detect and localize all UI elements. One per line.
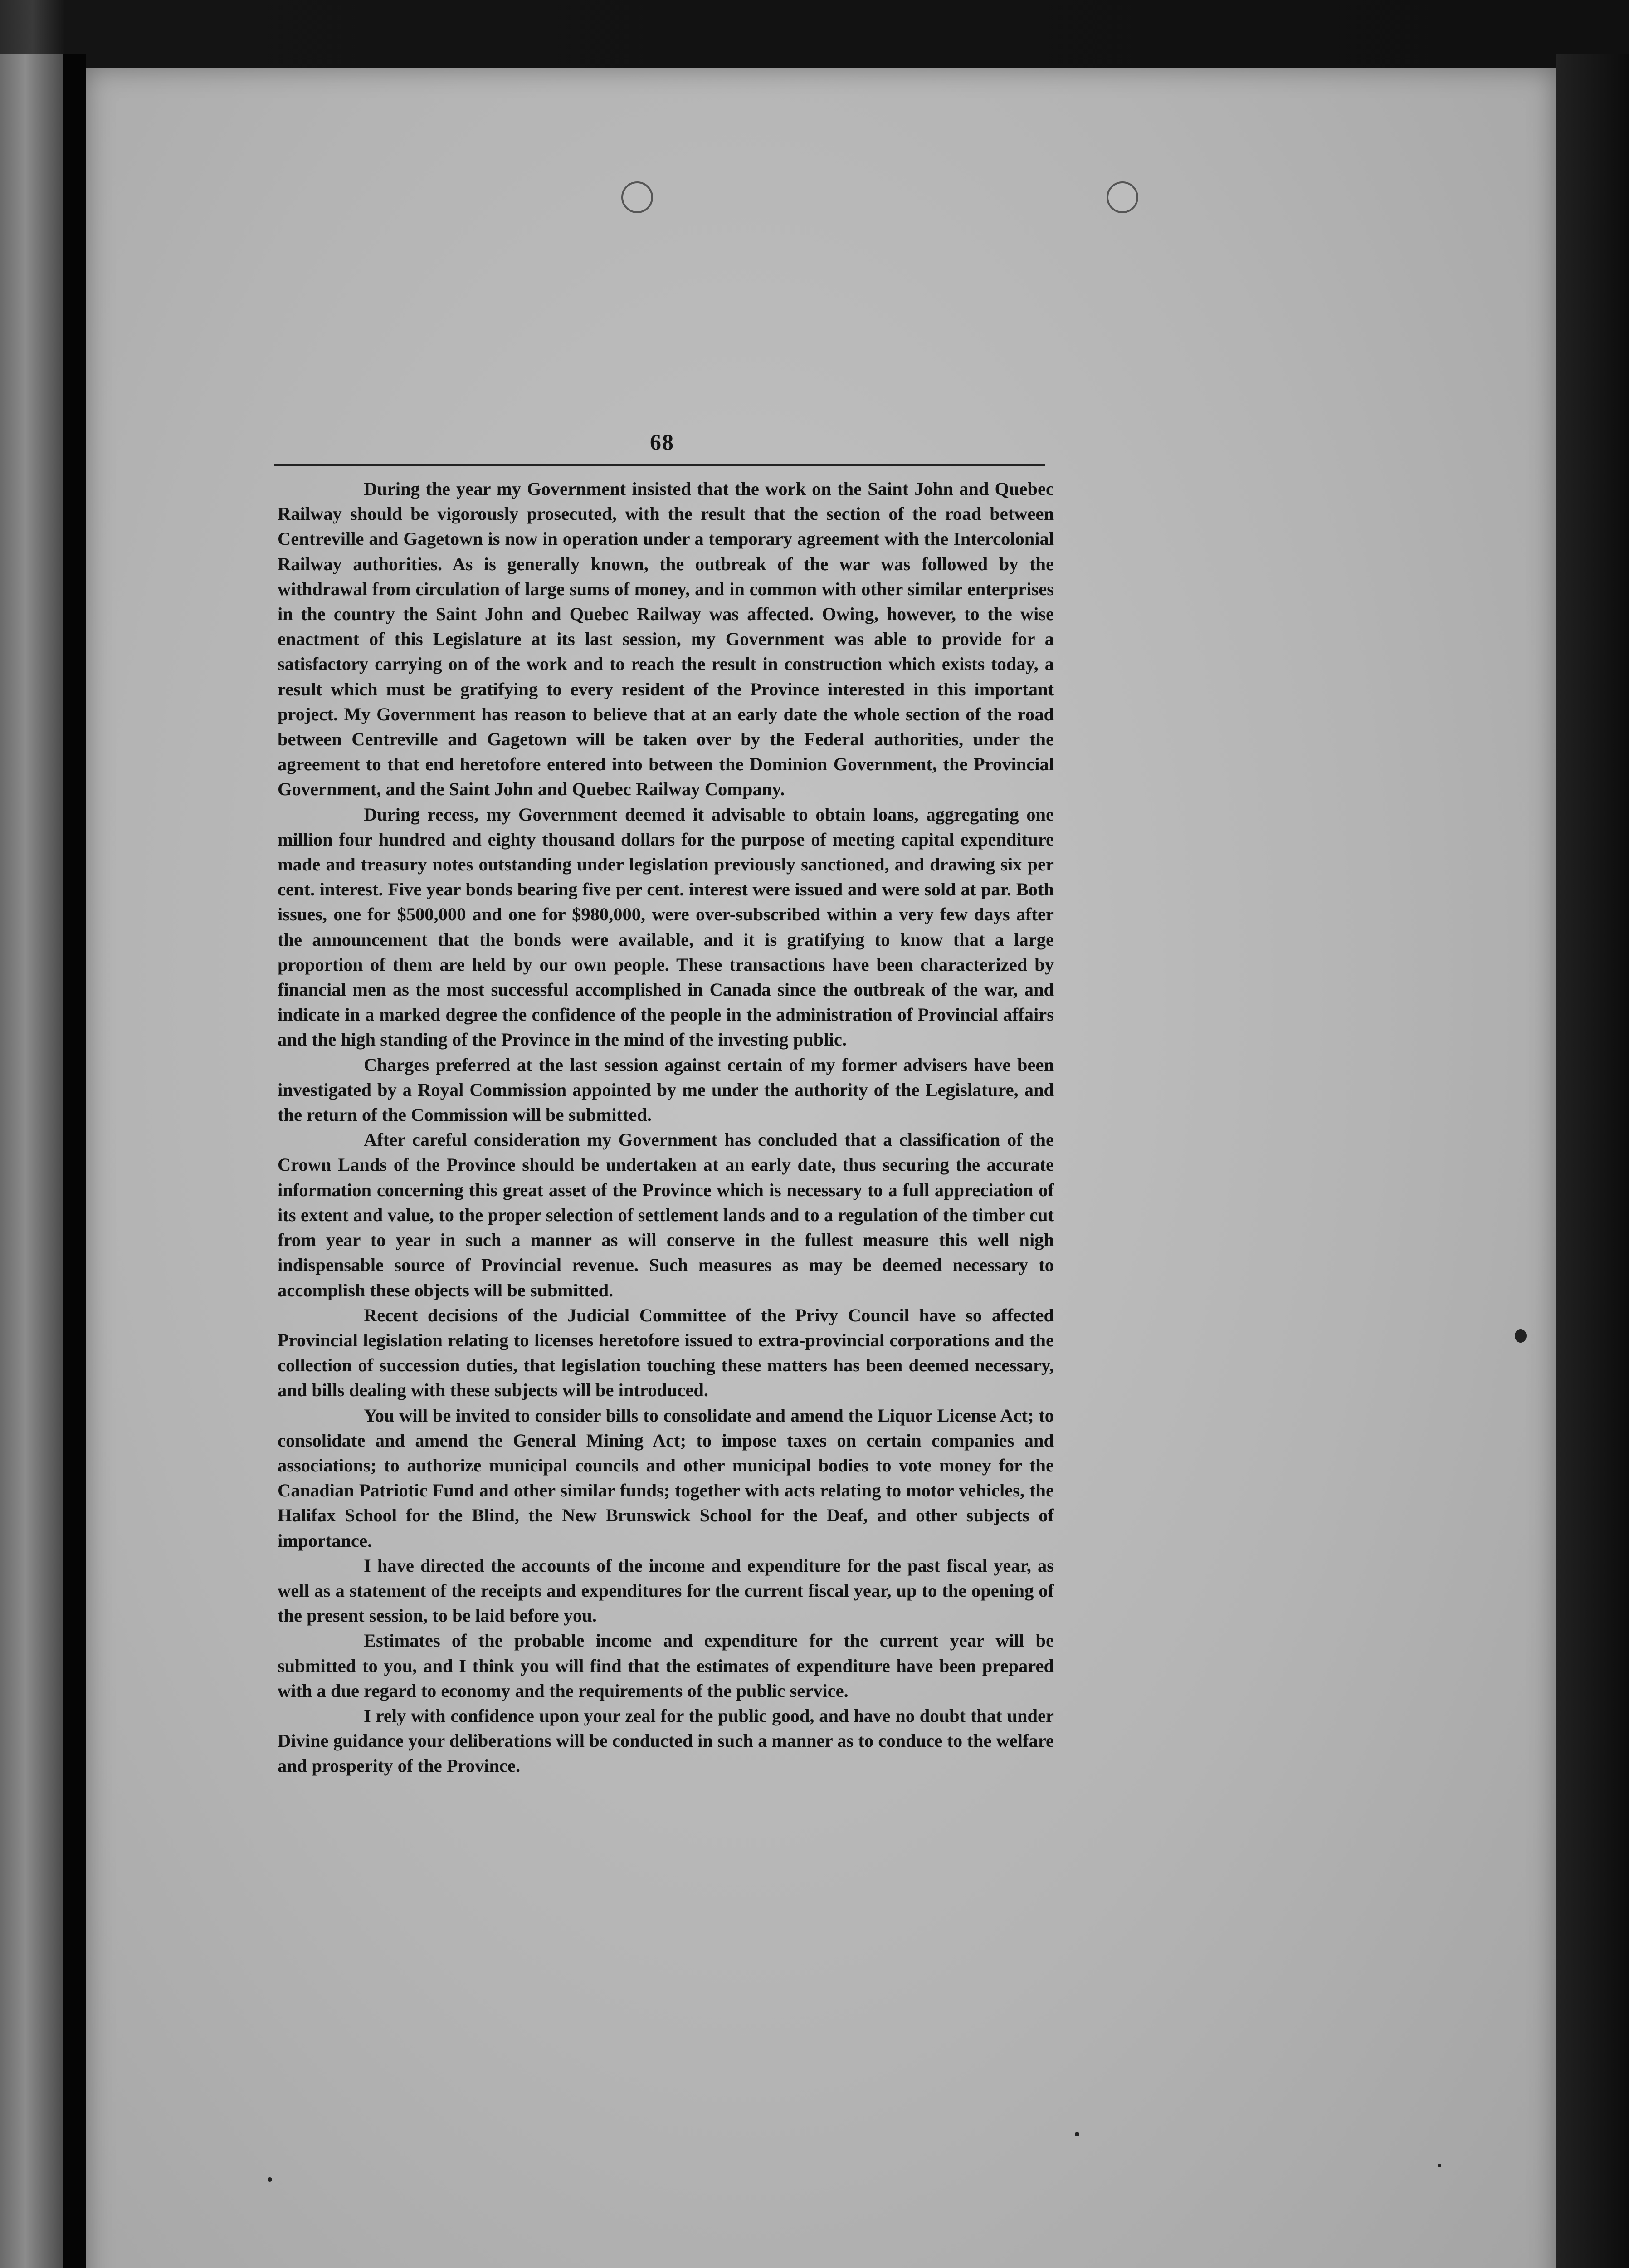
paragraph-loans: During recess, my Government deemed it advisable to obtain loans, aggregating one million four hundred and eighty thousand dollars for the purpose of meeting capital expenditure made and treasury notes outstanding under legislation previously sanctioned, and drawing six per cent. interest. Five year bonds bearing five per cent. interest were issued and were sold at par. Both issues, one for $500,000 and one for $980,000, were over-subscribed within a very few days after the announcement that the bonds were available, and it is gratifying to know that a large proportion of them are held by our own people. These transactions have been characterized by financial men as the most successful accomplished in Canada since the outbreak of the war, and indicate in a marked degree the confidence of the people in the administration of Provincial affairs and the high standing of the Province in the mind of the investing public. <box>278 804 1054 1050</box>
paragraph-accounts: I have directed the accounts of the income and expenditure for the past fiscal year, as well as a statement of the receipts and expenditures for the current fiscal year, up to the opening of the present session, to be laid before you. <box>278 1555 1054 1626</box>
paragraph-crown-lands: After careful consideration my Government has concluded that a classification of the Crown Lands of the Province should be undertaken at an early date, thus securing the accurate information concerning this great asset of the Province which is necessary to a full appreciation of its extent and value, to the proper selection of settlement lands and to a regulation of the timber cut from year to year in such a manner as will conserve in the fullest measure this well nigh indispensable source of Provincial revenue. Such measures as may be deemed necessary to accomplish these objects will be submitted. <box>278 1129 1054 1300</box>
film-speck <box>1075 2132 1079 2136</box>
paragraph-royal-commission: Charges preferred at the last session against certain of my former advisers have been investigated by a Royal Commission appointed by me under the authority of the Legislature, and the return of the Commission will be submitted. <box>278 1054 1054 1125</box>
page-gutter-shadow <box>63 54 86 2268</box>
body-text <box>278 476 1054 1779</box>
page-number: 68 <box>650 429 674 455</box>
punch-hole-left <box>621 181 653 213</box>
paragraph-estimates: Estimates of the probable income and expenditure for the current year will be submitted to you, and I think you will find that the estimates of expenditure have been prepared with a due regard to economy and the requirements of the public service. <box>278 1630 1054 1701</box>
paragraph-privy-council: Recent decisions of the Judicial Committee of the Privy Council have so affected Provincial legislation relating to licenses heretofore issued to extra-provincial corporations and the collection of succession duties, that legislation touching these matters has been deemed necessary, and bills dealing with these subjects will be introduced. <box>278 1305 1054 1401</box>
film-speck <box>1515 1329 1527 1343</box>
paragraph-railway: During the year my Government insisted that the work on the Saint John and Quebec Railway should be vigorously prosecuted, with the result that the section of the road between Centreville and Gagetown is now in operation under a temporary agreement with the Intercolonial Railway authorities. As is generally known, the outbreak of the war was followed by the withdrawal from circulation of large sums of money, and in common with other similar enterprises in the country the Saint John and Quebec Railway was affected. Owing, however, to the wise enactment of this Legislature at its last session, my Government was able to provide for a satisfactory carrying on of the work and to reach the result in construction which exists today, a result which must be gratifying to every resident of the Province interested in this important project. My Government has reason to believe that at an early date the whole section of the road between Centreville and Gagetown will be taken over by the Federal authorities, under the agreement to that end heretofore entered into between the Dominion Government, the Provincial Government, and the Saint John and Quebec Railway Company. <box>278 479 1054 800</box>
paragraph-bills: You will be invited to consider bills to consolidate and amend the Liquor License Act; to consolidate and amend the General Mining Act; to impose taxes on certain companies and associations; to authorize municipal councils and other municipal bodies to vote money for the Canadian Patriotic Fund and other similar funds; together with acts relating to motor vehicles, the Halifax School for the Blind, the New Brunswick School for the Deaf, and other subjects of importance. <box>278 1405 1054 1551</box>
paragraph-closing: I rely with confidence upon your zeal for the public good, and have no doubt that under Divine guidance your deliberations will be conducted in such a manner as to conduce to the welfare and prosperity of the Province. <box>278 1705 1054 1776</box>
film-speck <box>1438 2164 1441 2167</box>
right-margin-shadow <box>1556 54 1629 2268</box>
adjacent-page-edge <box>0 54 63 2268</box>
punch-hole-right <box>1107 181 1138 213</box>
header-rule <box>274 464 1045 466</box>
film-speck <box>268 2177 272 2182</box>
